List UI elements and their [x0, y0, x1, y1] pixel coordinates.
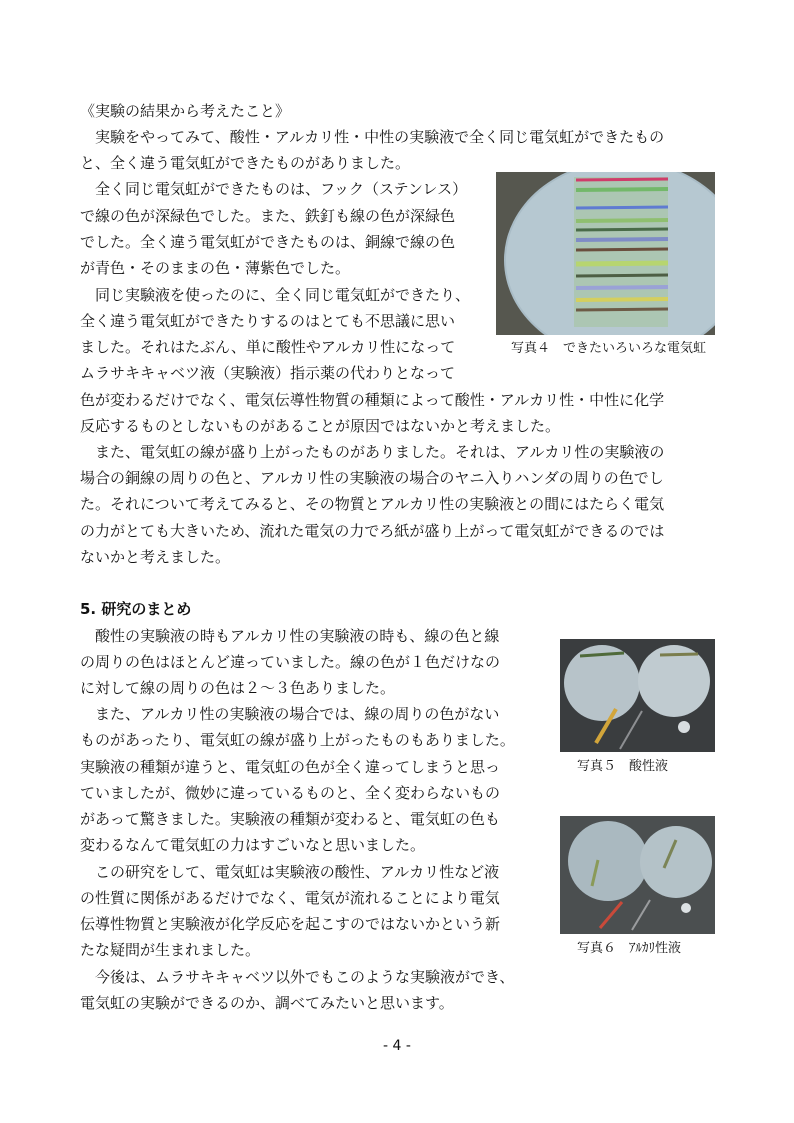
paragraph-line: ていましたが、微妙に違っているものと、全く変わらないもの	[80, 784, 501, 802]
paragraph-line: 色が変わるだけでなく、電気伝導性物質の種類によって酸性・アルカリ性・中性に化学	[80, 391, 665, 409]
paragraph-line: たな疑問が生まれました。	[80, 941, 261, 959]
section1-heading: 《実験の結果から考えたこと》	[80, 102, 291, 120]
paragraph-line: た。それについて考えてみると、その物質とアルカリ性の実験液との間にはたらく電気	[80, 495, 665, 513]
paragraph-line: 今後は、ムラサキキャベツ以外でもこのような実験液ができ、	[95, 968, 515, 986]
paragraph-line: 全く同じ電気虹ができたものは、フック（ステンレス）	[95, 180, 468, 198]
paragraph-line: この研究をして、電気虹は実験液の酸性、アルカリ性など液	[95, 863, 500, 881]
paragraph-line: と、全く違う電気虹ができたものがありました。	[80, 154, 411, 172]
paragraph-line: また、電気虹の線が盛り上がったものがありました。それは、アルカリ性の実験液の	[95, 443, 665, 461]
paragraph-line: 変わるなんて電気虹の力はすごいなと思いました。	[80, 836, 426, 854]
photo-5-caption: 写真５ 酸性液	[577, 759, 669, 774]
photo-4-image	[496, 172, 715, 335]
paragraph-line: 電気虹の実験ができるのか、調べてみたいと思います。	[80, 994, 454, 1012]
photo-5-acid	[560, 639, 715, 752]
paragraph-line: 場合の銅線の周りの色と、アルカリ性の実験液の場合のヤニ入りハンダの周りの色でし	[80, 469, 664, 487]
paragraph-line: 全く違う電気虹ができたりするのはとても不思議に思い	[80, 312, 456, 330]
paragraph-line: 酸性の実験液の時もアルカリ性の実験液の時も、線の色と線	[95, 627, 500, 645]
paragraph-line: が青色・そのままの色・薄紫色でした。	[80, 259, 351, 277]
paragraph-line: 伝導性物質と実験液が化学反応を起こすのではないかという新	[80, 915, 501, 933]
paragraph-line: 同じ実験液を使ったのに、全く同じ電気虹ができたり、	[95, 286, 471, 304]
photo-4-caption: 写真４ できたいろいろな電気虹	[511, 341, 707, 356]
paragraph-line: 反応するものとしないものがあることが原因ではないかと考えました。	[80, 417, 561, 435]
photo-6-caption: 写真６ ｱﾙｶﾘ性液	[577, 941, 682, 956]
photo-4-electric-rainbow	[496, 172, 715, 335]
paragraph-line: の力がとても大きいため、流れた電気の力でろ紙が盛り上がって電気虹ができるのでは	[80, 522, 665, 540]
paragraph-line: ムラサキキャベツ液（実験液）指示薬の代わりとなって	[80, 364, 456, 382]
paragraph-line: ました。それはたぶん、単に酸性やアルカリ性になって	[80, 338, 456, 356]
paragraph-line: ないかと考えました。	[80, 548, 231, 566]
paragraph-line: に対して線の周りの色は２～３色ありました。	[80, 679, 396, 697]
photo-6-image	[560, 816, 715, 934]
section2-heading: 5. 研究のまとめ	[80, 600, 192, 618]
paragraph-line: 実験液の種類が違うと、電気虹の色が全く違ってしまうと思っ	[80, 758, 501, 776]
paragraph-line: でした。全く違う電気虹ができたものは、銅線で線の色	[80, 233, 456, 251]
paragraph-line: また、アルカリ性の実験液の場合では、線の周りの色がない	[95, 705, 500, 723]
paragraph-line: ものがあったり、電気虹の線が盛り上がったものもありました。	[80, 731, 515, 749]
photo-5-image	[560, 639, 715, 752]
paragraph-line: の周りの色はほとんど違っていました。線の色が１色だけなの	[80, 653, 501, 671]
paragraph-line: の性質に関係があるだけでなく、電気が流れることにより電気	[80, 889, 500, 907]
page-number: - 4 -	[383, 1038, 411, 1054]
paragraph-line: があって驚きました。実験液の種類が変わると、電気虹の色も	[80, 810, 500, 828]
paragraph-line: 実験をやってみて、酸性・アルカリ性・中性の実験液で全く同じ電気虹ができたもの	[95, 128, 665, 146]
photo-6-alkaline	[560, 816, 715, 934]
paragraph-line: で線の色が深緑色でした。また、鉄釘も線の色が深緑色	[80, 207, 456, 225]
